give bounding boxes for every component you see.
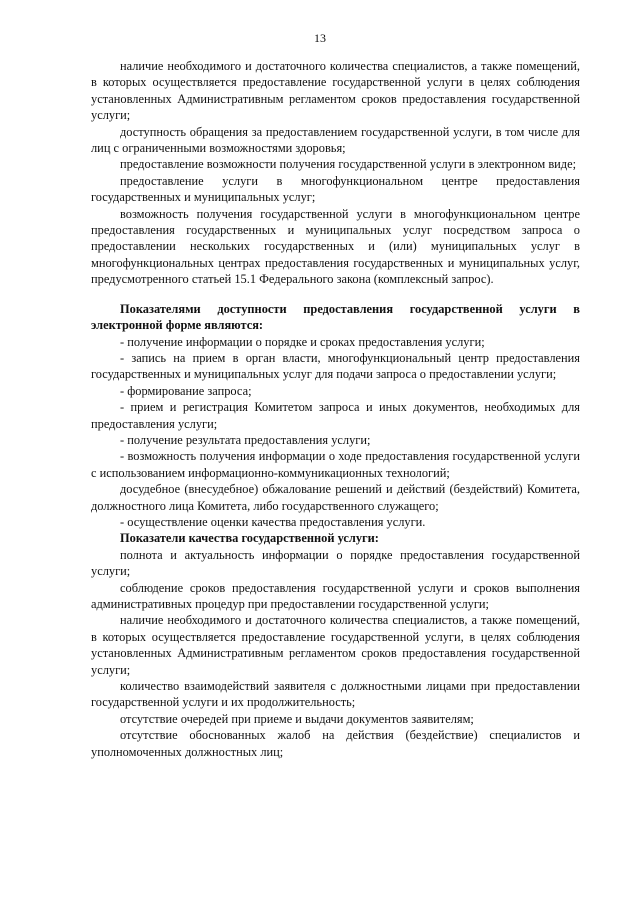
paragraph: наличие необходимого и достаточного количества специалистов, а также помещений, в которых осуществляется предоставление государственной услуги в целях соблюдения установленных Административным регламентом сроков предоставления государственной услуги; [91,59,580,123]
list-item: - получение результата предоставления услуги; [120,432,371,447]
list-item: количество взаимодействий заявителя с должностными лицами при предоставлении государственной услуги и их продолжительность; [91,679,580,710]
list-item: соблюдение сроков предоставления государственной услуги и сроков выполнения административных процедур при предоставлении государственной услуги; [91,580,580,611]
list-item: - получение информации о порядке и сроках предоставления услуги; [120,334,485,349]
list-item: - формирование запроса; [120,383,252,398]
list-item: полнота и актуальность информации о порядке предоставления государственной услуги; [91,547,580,579]
paragraph: возможность получения государственной услуги в многофункциональном центре предоставления государственных и муниципальных услуг посредством запроса о предоставлении нескольких государственных и (или) муниципальных услуг в многофункциональных центрах предоставления государственных и муниципальных услуг, предусмотренного статьей 15.1 Федерального закона (комплексный запрос). [91,206,580,287]
spacer [91,288,580,301]
page-number: 13 [314,31,326,45]
paragraph: доступность обращения за предоставлением государственной услуги, в том числе для лиц с ограниченными возможностями здоровья; [91,124,580,156]
list-item: - возможность получения информации о ходе предоставления государственной услуги с использованием информационно-коммуникационных технологий; [91,449,580,480]
list-item: - осуществление оценки качества предоставления услуги. [120,514,426,529]
section-heading-electronic: Показателями доступности предоставления государственной услуги в электронной форме являются: [91,301,580,333]
list-item: досудебное (внесудебное) обжалование решений и действий (бездействий) Комитета, должностного лица Комитета, либо государственного служащего; [91,482,580,513]
document-body [91,58,580,760]
list-item: отсутствие обоснованных жалоб на действия (бездействие) специалистов и уполномоченных должностных лиц; [91,728,580,759]
section-heading-quality: Показатели качества государственной услуги: [120,531,379,546]
list-item: наличие необходимого и достаточного количества специалистов, а также помещений, в которых осуществляется предоставление государственной услуги, в целях соблюдения установленных Административным регламентом сроков предоставления государственной услуги; [91,613,580,677]
paragraph: предоставление возможности получения государственной услуги в электронном виде; [120,157,577,172]
list-item: - прием и регистрация Комитетом запроса и иных документов, необходимых для предоставления услуги; [91,400,580,431]
list-item: - запись на прием в орган власти, многофункциональный центр предоставления государственных и муниципальных услуг для подачи запроса о предоставлении услуги; [91,350,580,382]
list-item: отсутствие очередей при приеме и выдачи документов заявителям; [120,711,474,726]
paragraph: предоставление услуги в многофункциональном центре предоставления государственных и муниципальных услуг; [91,173,580,205]
